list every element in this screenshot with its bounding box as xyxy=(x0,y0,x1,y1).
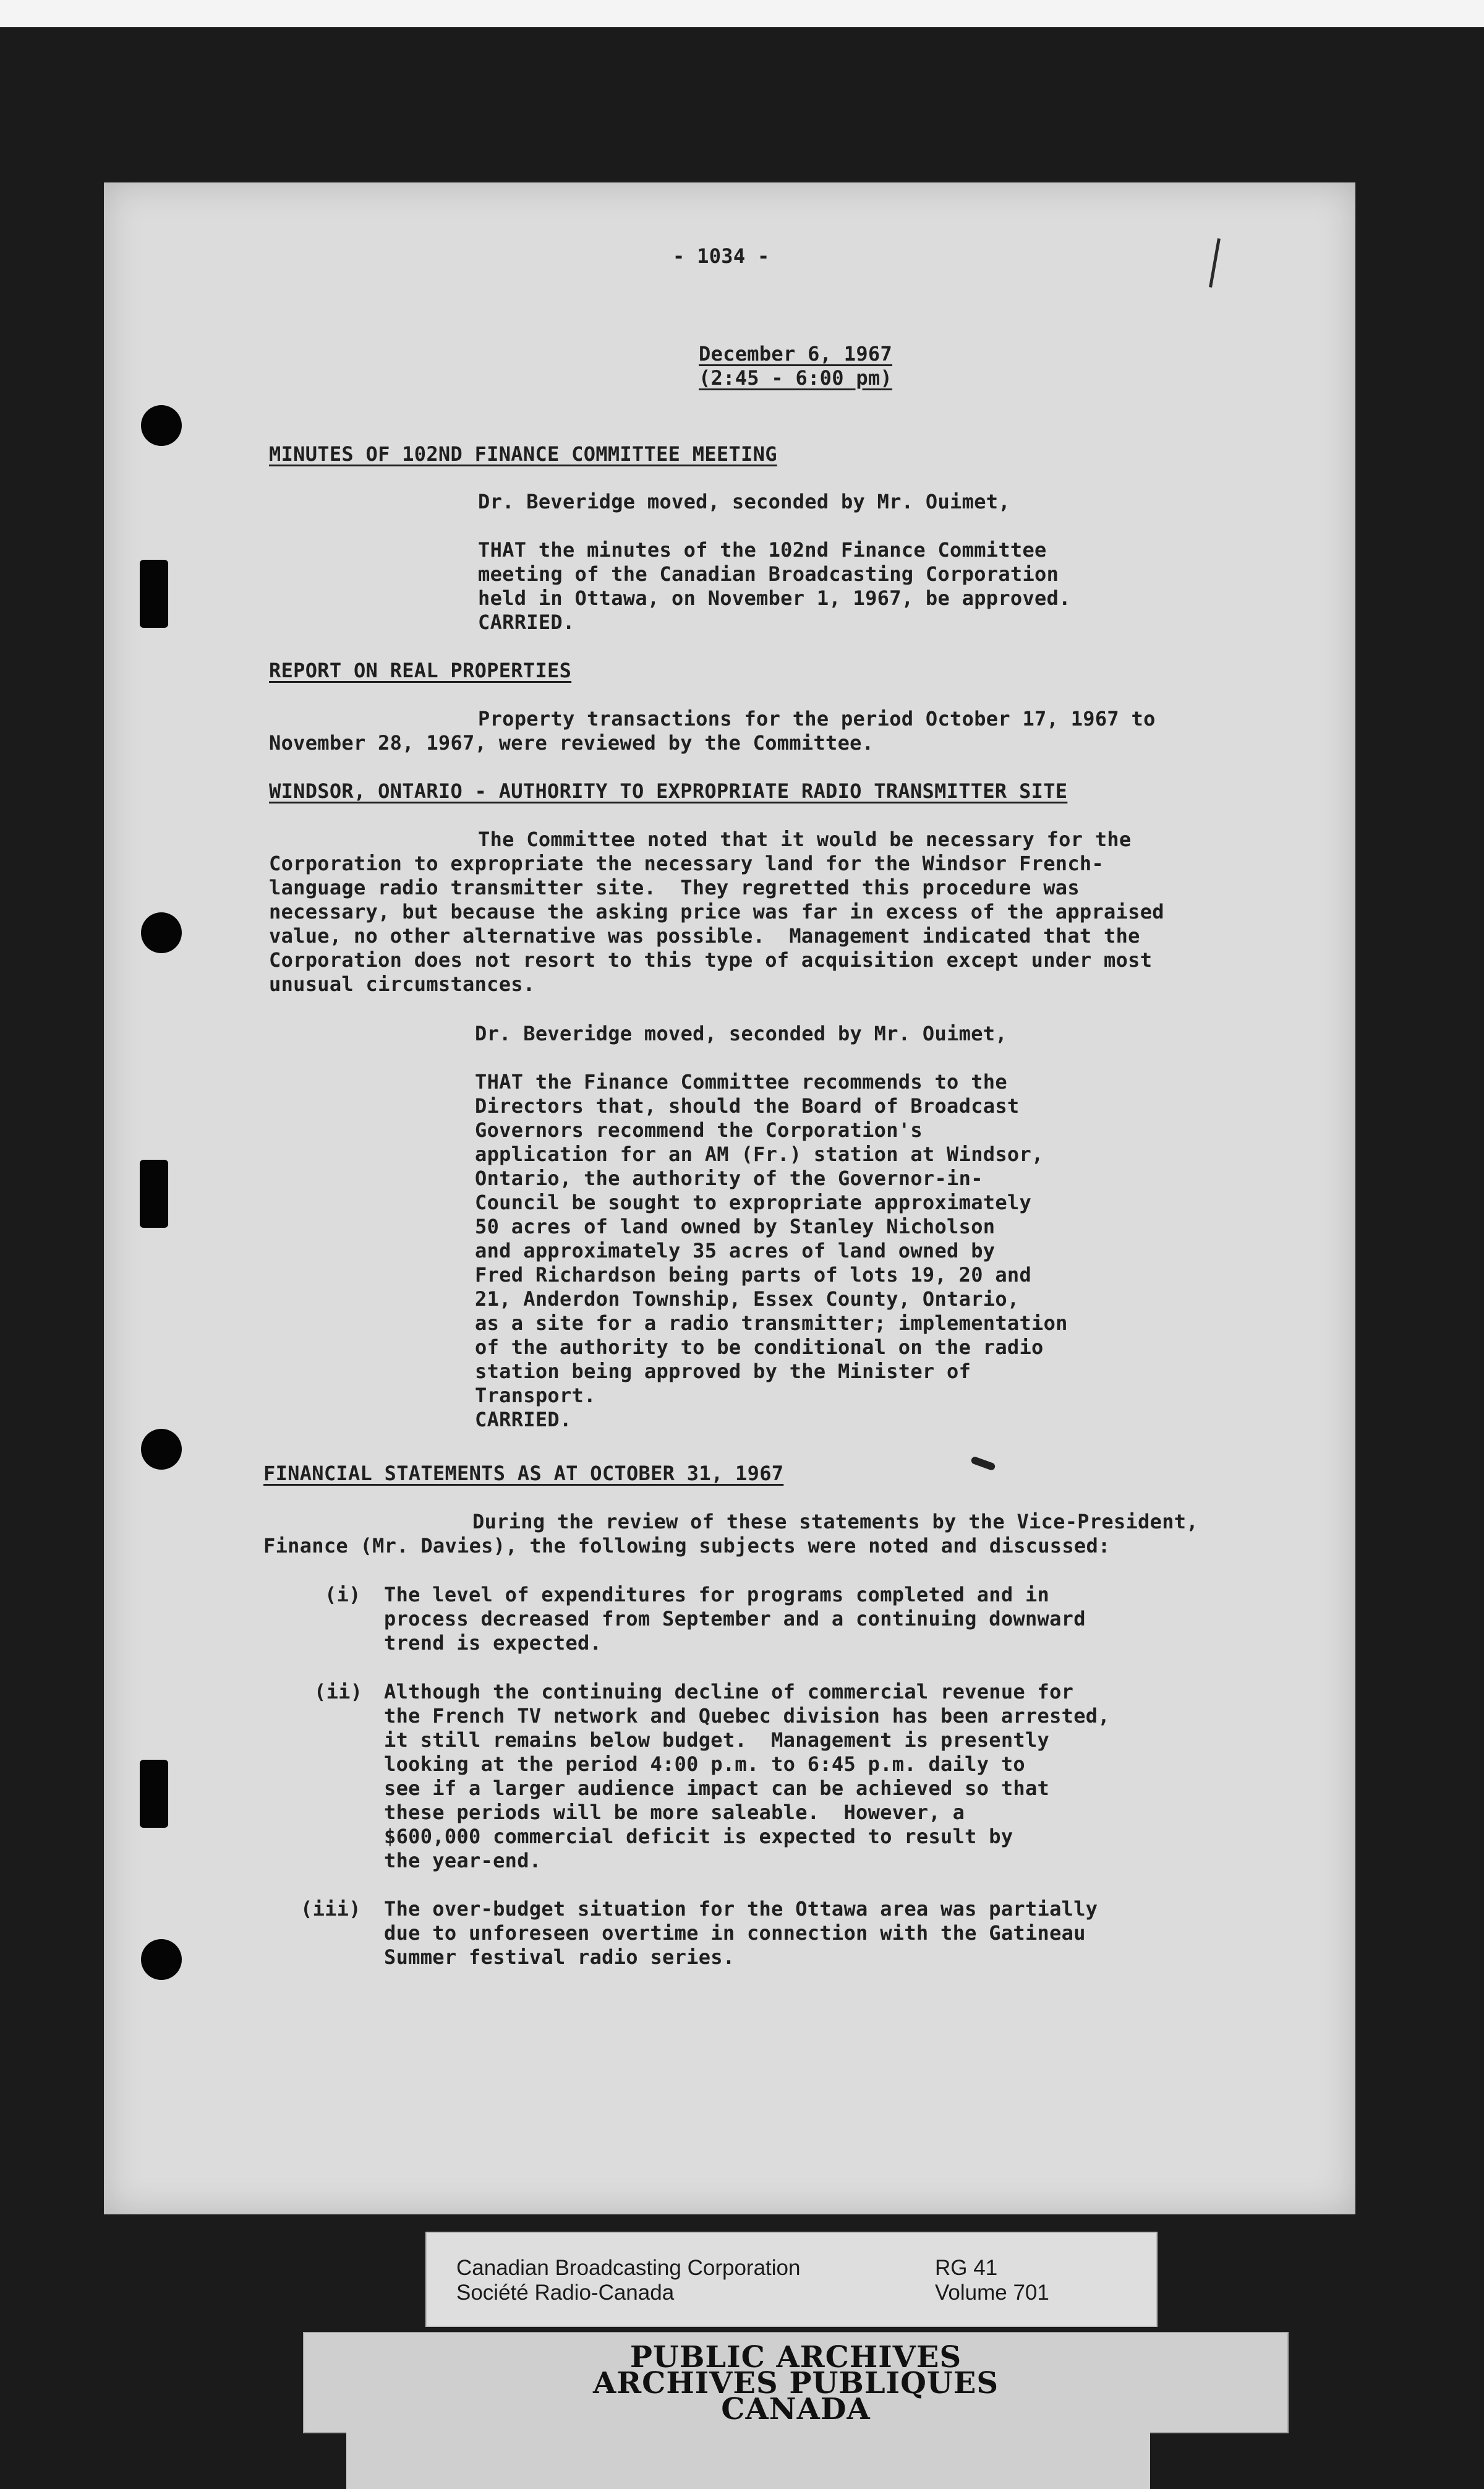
org-name-en: Canadian Broadcasting Corporation xyxy=(456,2256,801,2280)
financial-intro: During the review of these statements by the Vice-President, Finance (Mr. Davies), the following subjects were noted and discussed: xyxy=(263,1510,1198,1557)
item-number: (ii) xyxy=(314,1680,363,1703)
scan-top-edge xyxy=(0,0,1484,27)
record-group: RG 41 xyxy=(935,2256,998,2280)
financial-item: The over-budget situation for the Ottawa area was partially due to unforeseen overtime in connection with the Gatineau Summer festival radio series. xyxy=(384,1897,1098,1969)
public-archives-stamp xyxy=(303,2332,1289,2433)
binder-slot xyxy=(140,560,168,628)
item-number: (i) xyxy=(325,1583,361,1606)
financial-item: Although the continuing decline of commercial revenue for the French TV network and Quebec division has been arrested, it still remains below budget. Management is presently looking at the period 4:00 p.m. to 6:45 p.m. daily to see if a larger audience impact can be achieved so that these periods will be more saleable. However, a $600,000 commercial deficit is expected to result by the year-end. xyxy=(384,1680,1110,1872)
page-number: - 1034 - xyxy=(673,244,770,268)
real-properties-body: Property transactions for the period October 17, 1967 to November 28, 1967, were reviewed by the Committee. xyxy=(269,707,1156,755)
section-heading-real-properties: REPORT ON REAL PROPERTIES xyxy=(269,659,572,682)
motion-line: Dr. Beveridge moved, seconded by Mr. Ouimet, xyxy=(478,490,1010,513)
section-heading-windsor: WINDSOR, ONTARIO - AUTHORITY TO EXPROPRIATE RADIO TRANSMITTER SITE xyxy=(269,779,1068,803)
item-number: (iii) xyxy=(301,1897,361,1921)
meeting-date: December 6, 1967 xyxy=(699,342,893,366)
section-heading-financial: FINANCIAL STATEMENTS AS AT OCTOBER 31, 1967 xyxy=(263,1462,784,1485)
meeting-time: (2:45 - 6:00 pm) xyxy=(699,366,893,390)
archive-reference-label xyxy=(425,2232,1158,2327)
section-heading-minutes: MINUTES OF 102ND FINANCE COMMITTEE MEETING xyxy=(269,442,777,466)
binder-slot xyxy=(140,1160,168,1228)
windsor-body: The Committee noted that it would be necessary for the Corporation to expropriate the necessary land for the Windsor French- language radio transmitter site. They regretted this procedure was necessary, but because the asking price was far in excess of the appraised value, no other alternative was possible. Management indicated that the Corporation does not resort to this type of acquisition except under most unusual circumstances. xyxy=(269,828,1164,996)
pencil-tick-mark xyxy=(1209,238,1221,288)
financial-item: The level of expenditures for programs completed and in process decreased from September and a continuing downward trend is expected. xyxy=(384,1583,1086,1655)
binder-hole xyxy=(141,1939,182,1980)
document-page xyxy=(104,182,1355,2214)
stamp-line: ARCHIVES PUBLIQUES xyxy=(593,2366,999,2401)
motion-line: Dr. Beveridge moved, seconded by Mr. Ouimet, xyxy=(475,1022,1007,1045)
stamp-line: PUBLIC ARCHIVES xyxy=(629,2340,962,2375)
scan-bottom-strip xyxy=(346,2431,1150,2489)
binder-slot xyxy=(140,1760,168,1828)
windsor-resolution: THAT the Finance Committee recommends to the Directors that, should the Board of Broadcast Governors recommend the Corporation's application for an AM (Fr.) station at Windsor, Ontario, the authority of the Governor-in- Council be sought to expropriate approximately 50 acres of land owned by Stanley Nicholson and approximately 35 acres of land owned by Fred Richardson being parts of lots 19, 20 and 21, Anderdon Township, Essex County, Ontario, as a site for a radio transmitter; implementation of the authority to be conditional on the radio station being approved by the Minister of Transport. CARRIED. xyxy=(475,1070,1068,1431)
binder-hole xyxy=(141,912,182,953)
org-name-fr: Société Radio-Canada xyxy=(456,2281,675,2305)
ink-smudge xyxy=(970,1456,996,1472)
minutes-resolution: THAT the minutes of the 102nd Finance Committee meeting of the Canadian Broadcasting Corporation held in Ottawa, on November 1, 1967, be approved. CARRIED. xyxy=(478,538,1071,634)
stamp-line: CANADA xyxy=(721,2392,871,2427)
binder-hole xyxy=(141,1429,182,1470)
volume-number: Volume 701 xyxy=(935,2281,1049,2305)
binder-hole xyxy=(141,405,182,446)
